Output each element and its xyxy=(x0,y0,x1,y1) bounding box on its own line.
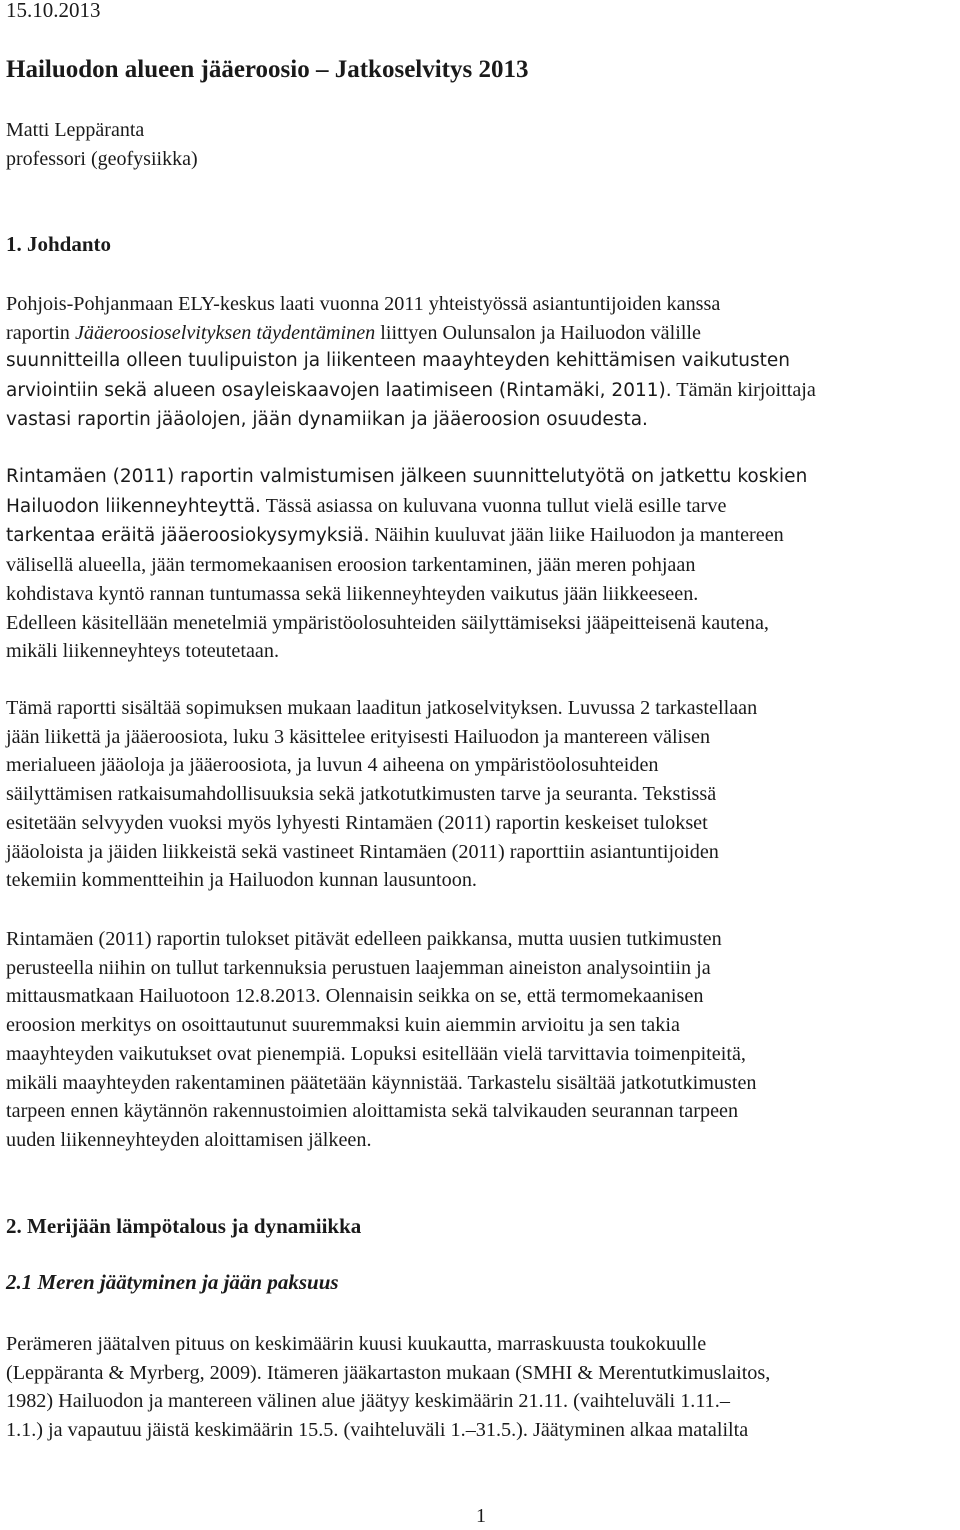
text-line: jääoloista ja jäiden liikkeistä sekä vastineet Rintamäen (2011) raporttiin asiantuntijoiden xyxy=(6,840,719,863)
text-line: uuden liikenneyhteyden aloittamisen jälkeen. xyxy=(6,1128,372,1151)
text-line: Pohjois-Pohjanmaan ELY-keskus laati vuonna 2011 yhteistyössä asiantuntijoiden kanssa xyxy=(6,293,721,315)
text-line: tekemiin kommentteihin ja Hailuodon kunnan lausuntoon. xyxy=(6,869,477,892)
author-role: professori (geofysiikka) xyxy=(6,148,198,170)
text-line: esitetään selvyyden vuoksi myös lyhyesti Rintamäen (2011) raportin keskeiset tulokset xyxy=(6,811,708,834)
author-name: Matti Leppäranta xyxy=(6,119,145,141)
text-line xyxy=(6,319,956,348)
text-run: Tässä asiassa on kuluvana vuonna tullut vielä esille tarve xyxy=(260,494,727,517)
text-line: välisellä alueella, jään termomekaanisen eroosion tarkentaminen, jään meren pohjaan xyxy=(6,554,696,577)
section-heading-johdanto: 1. Johdanto xyxy=(6,232,112,256)
paragraph-jaatyminen-1 xyxy=(6,1330,956,1445)
text-line: mittausmatkaan Hailuotoon 12.8.2013. Olennaisin seikka on se, että termomekaanisen xyxy=(6,985,704,1008)
author-block xyxy=(6,116,198,174)
paragraph-intro-3 xyxy=(6,694,956,895)
text-line: tarpeen ennen käytännön rakennustoimien aloittamista sekä talvikauden seurannan tarpeen xyxy=(6,1100,739,1123)
text-line xyxy=(6,492,956,522)
text-line: mikäli liikenneyhteys toteutetaan. xyxy=(6,640,280,663)
text-line: merialueen jääoloja ja jääeroosiota, ja luvun 4 aiheena on ympäristöolosuhteiden xyxy=(6,754,659,777)
text-run: liittyen Oulunsalon ja Hailuodon välille xyxy=(375,321,702,344)
text-line xyxy=(6,376,956,406)
text-line: kohdistava kyntö rannan tuntumassa sekä liikenneyhteyden vaikutus jään liikkeeseen. xyxy=(6,582,699,605)
document-date: 15.10.2013 xyxy=(6,0,101,22)
text-line: Tämä raportti sisältää sopimuksen mukaan laaditun jatkoselvityksen. Luvussa 2 tarkastellaan xyxy=(6,697,758,719)
text-line: jään liikettä ja jääeroosiota, luku 3 käsittelee erityisesti Hailuodon ja mantereen välisen xyxy=(6,725,711,748)
text-line: mikäli maayhteyden rakentaminen päätetään käynnistää. Tarkastelu sisältää jatkotutkimusten xyxy=(6,1071,757,1094)
text-run: Hailuodon liikenneyhteyttä. xyxy=(6,495,261,517)
text-line: suunnitteilla olleen tuulipuiston ja liikenteen maayhteyden kehittämisen vaikutusten xyxy=(6,350,791,372)
text-line: 1982) Hailuodon ja mantereen välinen alue jäätyy keskimäärin 21.11. (vaihteluväli 1.11.– xyxy=(6,1390,730,1413)
text-line: Rintamäen (2011) raportin tulokset pitävät edelleen paikkansa, mutta uusien tutkimusten xyxy=(6,928,722,950)
subsection-heading-jaatyminen: 2.1 Meren jäätyminen ja jään paksuus xyxy=(6,1270,339,1294)
text-line: Perämeren jäätalven pituus on keskimäärin kuusi kuukautta, marraskuusta toukokuulle xyxy=(6,1333,707,1355)
text-line: perusteella niihin on tullut tarkennuksia perustuen laajemman aineiston analysointiin ja xyxy=(6,956,711,979)
text-line: (Leppäranta & Myrberg, 2009). Itämeren jääkartaston mukaan (SMHI & Merentutkimuslaitos, xyxy=(6,1361,771,1384)
text-line: 1.1.) ja vapautuu jäistä keskimäärin 15.5. (vaihteluväli 1.–31.5.). Jäätyminen alkaa matalilta xyxy=(6,1419,749,1442)
text-run: Tämän kirjoittaja xyxy=(671,379,816,402)
text-line: säilyttämisen ratkaisumahdollisuuksia sekä jatkotutkimusten tarve ja seuranta. Tekstissä xyxy=(6,783,717,806)
paragraph-intro-1 xyxy=(6,290,956,435)
text-run: raportin xyxy=(6,321,75,344)
text-run: Näihin kuuluvat jään liike Hailuodon ja mantereen xyxy=(369,524,784,547)
page-number: 1 xyxy=(476,1505,486,1527)
text-line: vastasi raportin jääolojen, jään dynamiikan ja jääeroosion osuudesta. xyxy=(6,408,648,430)
section-heading-merijaa: 2. Merijään lämpötalous ja dynamiikka xyxy=(6,1214,362,1238)
text-line: maayhteyden vaikutukset ovat pienempiä. Lopuksi esitellään vielä tarvittavia toimenpiteitä, xyxy=(6,1042,746,1065)
report-title-emphasis: Jääeroosioselvityksen täydentäminen xyxy=(74,321,376,344)
text-line xyxy=(6,521,956,551)
text-run: tarkentaa eräitä jääeroosiokysymyksiä. xyxy=(6,525,370,547)
text-line: eroosion merkitys on osoittautunut suuremmaksi kuin aiemmin arvioitu ja sen takia xyxy=(6,1014,680,1037)
paragraph-intro-2 xyxy=(6,463,956,666)
text-line: Rintamäen (2011) raportin valmistumisen jälkeen suunnittelutyötä on jatkettu koskien xyxy=(6,466,808,487)
text-line: Edelleen käsitellään menetelmiä ympäristöolosuhteiden säilyttämiseksi jääpeitteisenä kautena, xyxy=(6,611,769,634)
text-run: arviointiin sekä alueen osayleiskaavojen laatimiseen (Rintamäki, 2011). xyxy=(6,380,672,402)
paragraph-intro-4 xyxy=(6,925,956,1155)
document-title: Hailuodon alueen jääeroosio – Jatkoselvitys 2013 xyxy=(6,56,529,83)
